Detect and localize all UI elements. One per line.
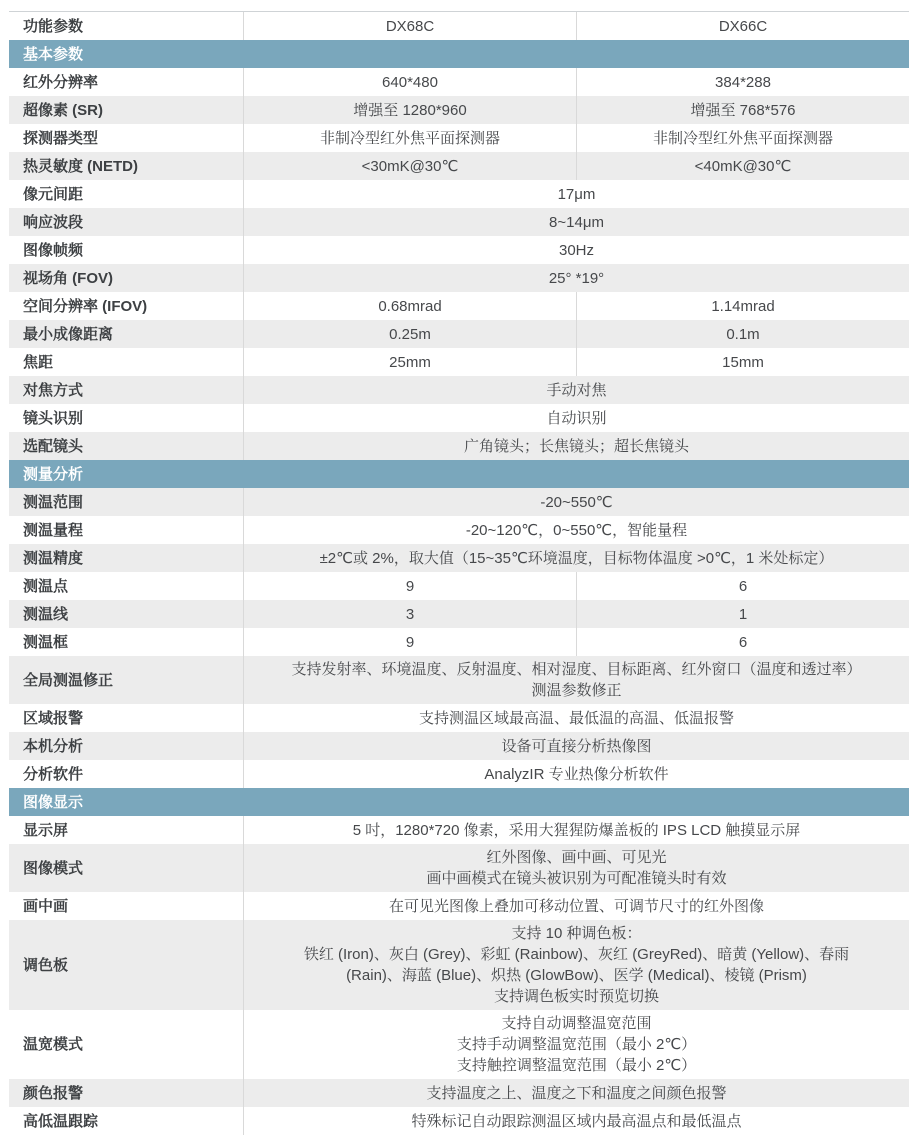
value-cell-dx66c: 384*288	[576, 68, 909, 96]
table-row	[9, 572, 909, 600]
section-header-row	[9, 460, 909, 488]
section-title: 图像显示	[23, 793, 84, 811]
section-header-row	[9, 788, 909, 816]
param-label-cell: 最小成像距离	[23, 325, 114, 343]
value-cell-span	[243, 704, 909, 732]
value-cell-span	[243, 920, 909, 1010]
value-text: 在可见光图像上叠加可移动位置、可调节尺寸的红外图像	[388, 897, 764, 915]
value-text: 支持温度之上、温度之下和温度之间颜色报警	[426, 1084, 727, 1102]
table-row	[9, 760, 909, 788]
table-row	[9, 124, 909, 152]
table-row	[9, 544, 909, 572]
value-text: ±2℃或 2%，取大值（15~35℃环境温度，目标物体温度 >0℃，1 米处标定）	[319, 549, 834, 567]
table-row	[9, 1107, 909, 1135]
table-row	[9, 1079, 909, 1107]
value-cell-span	[243, 180, 909, 208]
param-label-cell: 测温范围	[23, 493, 84, 511]
value-cell-span	[243, 1010, 909, 1079]
value-cell-dx66c: 0.1m	[576, 320, 909, 348]
value-cell-dx68c: 0.68mrad	[243, 292, 576, 320]
value-cell-span	[243, 516, 909, 544]
param-label-cell: 调色板	[23, 956, 69, 974]
table-row	[9, 628, 909, 656]
value-cell-span	[243, 656, 909, 704]
value-cell-span	[243, 432, 909, 460]
table-row	[9, 892, 909, 920]
table-row	[9, 920, 909, 1010]
value-cell-span	[243, 236, 909, 264]
table-row	[9, 208, 909, 236]
param-label-cell: 对焦方式	[23, 381, 84, 399]
table-row	[9, 816, 909, 844]
value-cell-dx68c: 9	[243, 572, 576, 600]
value-cell-span	[243, 844, 909, 892]
value-text: 设备可直接分析热像图	[501, 737, 652, 755]
header-model-dx68c: DX68C	[243, 12, 576, 40]
param-label-cell: 测温精度	[23, 549, 84, 567]
value-text: 30Hz	[558, 241, 595, 259]
param-label-cell: 全局测温修正	[23, 671, 114, 689]
param-label-cell: 画中画	[23, 897, 69, 915]
value-cell-span	[243, 544, 909, 572]
param-label-cell: 视场角 (FOV)	[23, 269, 113, 287]
value-text: 手动对焦	[546, 381, 607, 399]
value-cell-dx68c: 非制冷型红外焦平面探测器	[243, 124, 576, 152]
table-row	[9, 348, 909, 376]
table-row	[9, 844, 909, 892]
value-text: 特殊标记自动跟踪测温区域内最高温点和最低温点	[411, 1112, 742, 1130]
param-label-cell: 空间分辨率 (IFOV)	[23, 297, 148, 315]
table-row	[9, 732, 909, 760]
value-cell-dx68c: <30mK@30℃	[243, 152, 576, 180]
value-cell-span	[243, 760, 909, 788]
value-text: 广角镜头；长焦镜头；超长焦镜头	[463, 437, 689, 455]
table-row	[9, 404, 909, 432]
table-row	[9, 600, 909, 628]
value-text: 红外图像、画中画、可见光 画中画模式在镜头被识别为可配准镜头时有效	[426, 849, 727, 887]
value-cell-dx68c: 增强至 1280*960	[243, 96, 576, 124]
param-label-cell: 像元间距	[23, 185, 84, 203]
param-label-cell: 响应波段	[23, 213, 84, 231]
table-row	[9, 180, 909, 208]
param-label-cell: 热灵敏度 (NETD)	[23, 157, 138, 175]
param-label-cell: 温宽模式	[23, 1036, 84, 1053]
value-cell-dx66c: 6	[576, 628, 909, 656]
value-cell-span	[243, 376, 909, 404]
value-text: 8~14μm	[549, 213, 604, 231]
table-row	[9, 68, 909, 96]
section-title: 测量分析	[23, 465, 84, 483]
value-cell-span	[243, 1079, 909, 1107]
param-label-cell: 镜头识别	[23, 409, 84, 427]
value-cell-dx66c: <40mK@30℃	[576, 152, 909, 180]
param-label-cell: 探测器类型	[23, 129, 99, 147]
param-label-cell: 区域报警	[23, 709, 84, 727]
param-label-cell: 显示屏	[23, 821, 69, 839]
table-row	[9, 488, 909, 516]
table-row	[9, 376, 909, 404]
table-row	[9, 704, 909, 732]
param-label-cell: 分析软件	[23, 765, 84, 783]
value-cell-span	[243, 1107, 909, 1135]
section-header-row	[9, 40, 909, 68]
param-label-cell: 图像帧频	[23, 241, 84, 259]
param-label-cell: 高低温跟踪	[23, 1112, 99, 1130]
value-text: 支持自动调整温宽范围 支持手动调整温宽范围（最小 2℃） 支持触控调整温宽范围（最小 2℃）	[456, 1015, 697, 1074]
value-cell-span	[243, 264, 909, 292]
param-label-cell: 焦距	[23, 353, 54, 371]
value-cell-span	[243, 208, 909, 236]
value-text: -20~550℃	[540, 493, 613, 511]
param-label-cell: 测温框	[23, 633, 69, 651]
param-label-cell: 选配镜头	[23, 437, 84, 455]
param-label-cell: 本机分析	[23, 737, 84, 755]
value-cell-span	[243, 816, 909, 844]
header-model-dx66c: DX66C	[576, 12, 909, 40]
table-row	[9, 320, 909, 348]
value-cell-dx68c: 9	[243, 628, 576, 656]
param-label-cell: 颜色报警	[23, 1084, 84, 1102]
table-row	[9, 432, 909, 460]
value-cell-dx68c: 0.25m	[243, 320, 576, 348]
value-text: -20~120℃，0~550℃，智能量程	[465, 521, 688, 539]
spec-table	[9, 11, 909, 1135]
value-text: 17μm	[557, 185, 596, 203]
value-cell-dx68c: 25mm	[243, 348, 576, 376]
param-label-cell: 测温点	[23, 577, 69, 595]
value-cell-span	[243, 488, 909, 516]
value-cell-span	[243, 892, 909, 920]
value-cell-dx66c: 增强至 768*576	[576, 96, 909, 124]
value-text: 支持 10 种调色板： 铁红 (Iron)、灰白 (Grey)、彩虹 (Rainbow)、灰红 (GreyRed)、暗黄 (Yellow)、春雨 (Rain)、海蓝 (Blue)、炽热 (GlowBow)、医学 (Medical)、棱镜 (Prism) 支持调色板实时预览切换	[303, 925, 850, 1005]
value-cell-dx66c: 6	[576, 572, 909, 600]
value-text: 自动识别	[546, 409, 607, 427]
table-row	[9, 152, 909, 180]
table-body	[9, 40, 909, 1135]
value-text: 支持测温区域最高温、最低温的高温、低温报警	[418, 709, 734, 727]
param-label-cell: 测温线	[23, 605, 69, 623]
value-text: 5 吋，1280*720 像素，采用大猩猩防爆盖板的 IPS LCD 触摸显示屏	[352, 821, 801, 839]
table-row	[9, 236, 909, 264]
value-cell-dx68c: 3	[243, 600, 576, 628]
section-title: 基本参数	[23, 45, 84, 63]
value-cell-dx68c: 640*480	[243, 68, 576, 96]
param-label-cell: 测温量程	[23, 521, 84, 539]
table-row	[9, 96, 909, 124]
table-row	[9, 656, 909, 704]
table-row	[9, 516, 909, 544]
value-cell-span	[243, 732, 909, 760]
value-cell-dx66c: 1	[576, 600, 909, 628]
table-row	[9, 264, 909, 292]
value-text: AnalyzIR 专业热像分析软件	[484, 765, 669, 783]
param-label-cell: 红外分辨率	[23, 73, 99, 91]
value-text: 支持发射率、环境温度、反射温度、相对湿度、目标距离、红外窗口（温度和透过率） 测温参数修正	[291, 661, 862, 699]
value-cell-span	[243, 404, 909, 432]
table-row	[9, 292, 909, 320]
param-label-cell: 图像模式	[23, 859, 84, 877]
value-cell-dx66c: 非制冷型红外焦平面探测器	[576, 124, 909, 152]
table-row	[9, 1010, 909, 1079]
table-header-row	[9, 12, 909, 40]
value-cell-dx66c: 15mm	[576, 348, 909, 376]
header-param-label: 功能参数	[23, 17, 84, 35]
param-label-cell: 超像素 (SR)	[23, 101, 103, 119]
value-cell-dx66c: 1.14mrad	[576, 292, 909, 320]
value-text: 25° *19°	[548, 269, 605, 287]
